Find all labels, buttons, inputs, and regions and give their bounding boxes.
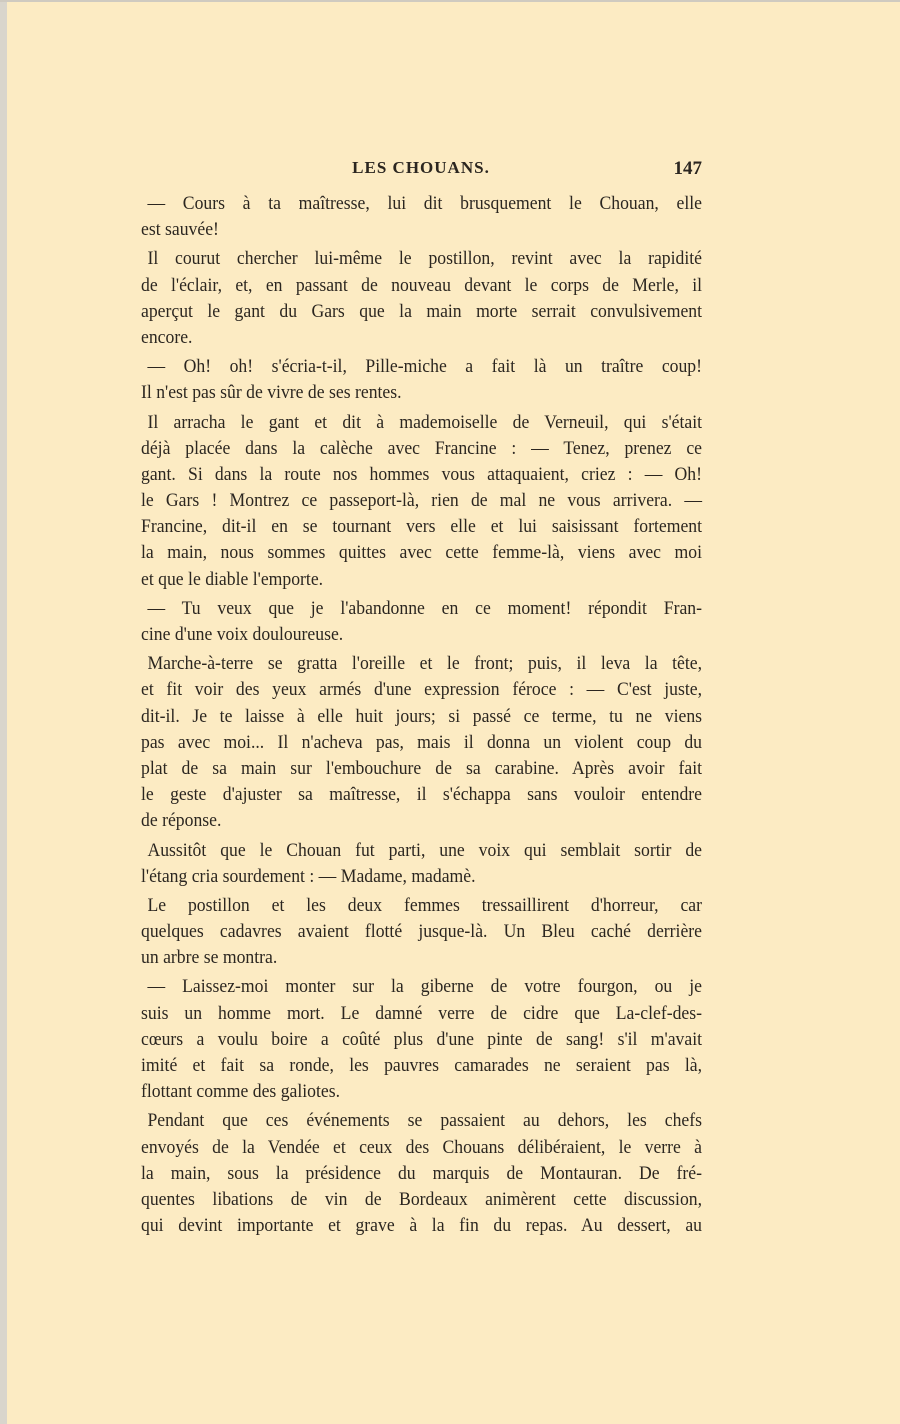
paragraph bbox=[141, 974, 702, 1105]
text-line: quentes libations de vin de Bordeaux animèrent cette discussion, bbox=[141, 1188, 703, 1210]
running-title: LES CHOUANS. bbox=[352, 158, 490, 177]
text-line: le Gars ! Montrez ce passeport-là, rien de mal ne vous arrivera. — bbox=[141, 490, 703, 512]
text-line: suis un homme mort. Le damné verre de cidre que La-clef-des- bbox=[141, 1002, 703, 1024]
text-line: Pendant que ces événements se passaient au dehors, les chefs bbox=[147, 1110, 703, 1132]
paragraph bbox=[141, 1108, 702, 1239]
page-number: 147 bbox=[673, 158, 702, 179]
text-line: cine d'une voix douloureuse. bbox=[141, 624, 344, 645]
text-line: envoyés de la Vendée et ceux des Chouans délibéraient, le verre à bbox=[141, 1136, 703, 1158]
text-line: le geste d'ajuster sa maîtresse, il s'échappa sans vouloir entendre bbox=[141, 784, 703, 806]
text-line: Francine, dit-il en se tournant vers elle et lui saisissant fortement bbox=[141, 516, 703, 538]
text-line: Il arracha le gant et dit à mademoiselle de Verneuil, qui s'était bbox=[147, 411, 703, 433]
text-line: — Tu veux que je l'abandonne en ce moment! répondit Fran- bbox=[147, 597, 703, 619]
text-line: Le postillon et les deux femmes tressaillirent d'horreur, car bbox=[147, 894, 703, 916]
paragraph bbox=[141, 354, 702, 406]
text-line: quelques cadavres avaient flotté jusque-là. Un Bleu caché derrière bbox=[141, 921, 703, 943]
text-line: et fit voir des yeux armés d'une expression féroce : — C'est juste, bbox=[141, 679, 703, 701]
paragraph bbox=[141, 838, 702, 890]
paragraph bbox=[141, 191, 702, 243]
text-line: gant. Si dans la route nos hommes vous attaquaient, criez : — Oh! bbox=[141, 463, 703, 485]
paragraph bbox=[141, 596, 702, 648]
text-line: qui devint importante et grave à la fin du repas. Au dessert, au bbox=[141, 1215, 703, 1237]
scan-edge bbox=[0, 0, 7, 1424]
paragraph bbox=[141, 410, 702, 593]
paragraph bbox=[141, 246, 702, 351]
page-header bbox=[140, 156, 702, 182]
text-line: cœurs a voulu boire a coûté plus d'une pinte de sang! s'il m'avait bbox=[141, 1028, 703, 1050]
text-line: la main, nous sommes quittes avec cette femme-là, viens avec moi bbox=[141, 542, 703, 564]
text-line: de l'éclair, et, en passant de nouveau devant le corps de Merle, il bbox=[141, 274, 703, 296]
paragraph bbox=[141, 893, 702, 972]
text-line: Aussitôt que le Chouan fut parti, une voix qui semblait sortir de bbox=[147, 839, 703, 861]
text-line: l'étang cria sourdement : — Madame, madamè. bbox=[141, 865, 476, 887]
text-line: et que le diable l'emporte. bbox=[141, 568, 324, 590]
text-line: plat de sa main sur l'embouchure de sa carabine. Après avoir fait bbox=[141, 757, 703, 779]
paragraph bbox=[141, 651, 702, 834]
text-line: flottant comme des galiotes. bbox=[141, 1081, 341, 1103]
text-line: déjà placée dans la calèche avec Francine : — Tenez, prenez ce bbox=[141, 437, 703, 459]
text-line: Il courut chercher lui-même le postillon, revint avec la rapidité bbox=[147, 248, 703, 270]
text-line: Marche-à-terre se gratta l'oreille et le front; puis, il leva la tête, bbox=[147, 653, 703, 675]
text-line: aperçut le gant du Gars que la main morte serrait convulsivement bbox=[141, 300, 703, 322]
scan-top-edge bbox=[0, 0, 900, 2]
text-line: encore. bbox=[141, 326, 193, 348]
text-line: — Oh! oh! s'écria-t-il, Pille-miche a fait là un traître coup! bbox=[147, 356, 703, 378]
body-text bbox=[141, 191, 702, 1242]
text-line: — Laissez-moi monter sur la giberne de votre fourgon, ou je bbox=[147, 976, 703, 998]
text-line: Il n'est pas sûr de vivre de ses rentes. bbox=[141, 382, 402, 404]
text-line: pas avec moi... Il n'acheva pas, mais il donna un violent coup du bbox=[141, 731, 703, 753]
text-line: la main, sous la présidence du marquis de Montauran. De fré- bbox=[141, 1162, 703, 1184]
text-line: imité et fait sa ronde, les pauvres camarades ne seraient pas là, bbox=[141, 1055, 703, 1076]
text-line: — Cours à ta maîtresse, lui dit brusquement le Chouan, elle bbox=[147, 193, 703, 214]
text-line: un arbre se montra. bbox=[141, 947, 278, 969]
text-line: dit-il. Je te laisse à elle huit jours; si passé ce terme, tu ne viens bbox=[141, 705, 703, 727]
text-line: est sauvée! bbox=[141, 219, 219, 241]
text-line: de réponse. bbox=[141, 810, 222, 832]
